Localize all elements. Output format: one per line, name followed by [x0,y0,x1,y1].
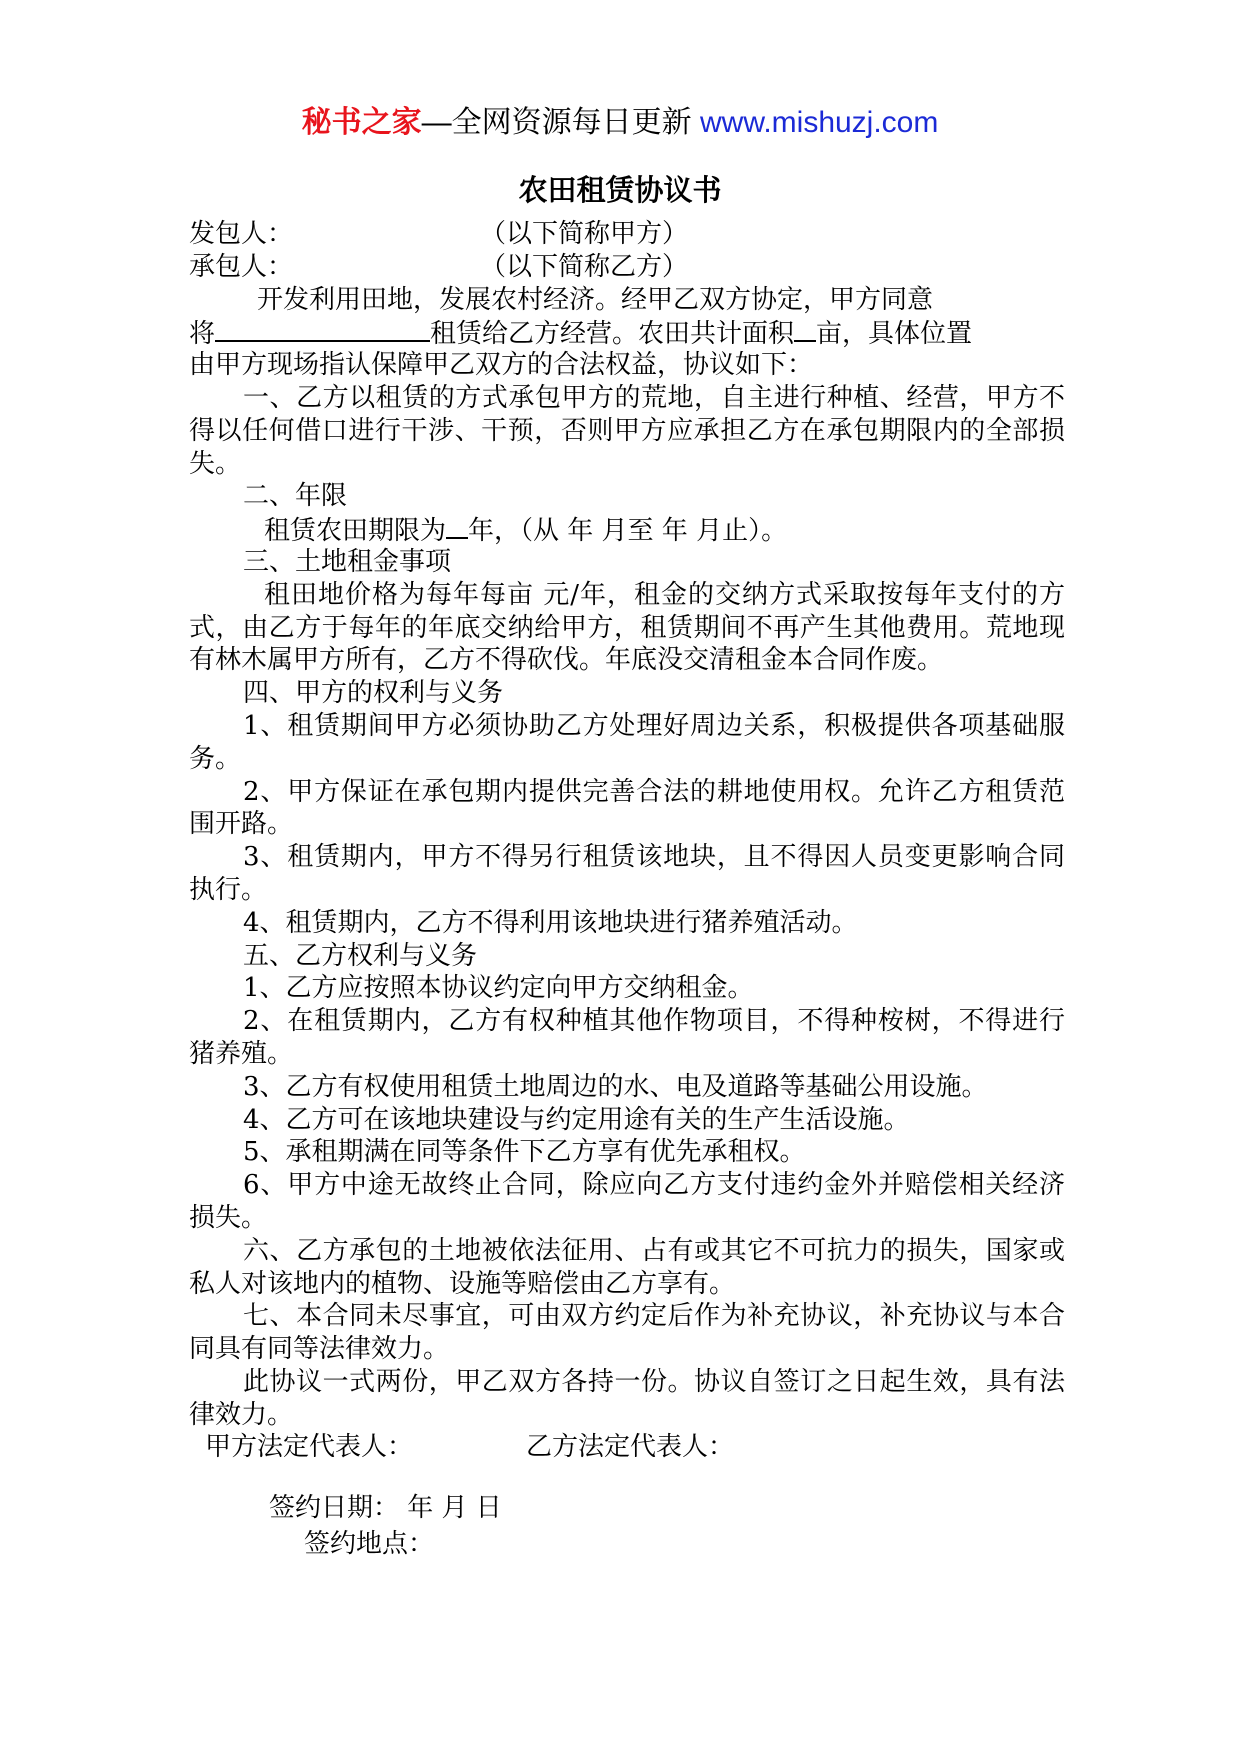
document-title: 农田租赁协议书 [518,173,722,207]
clause-5-item: 5、承租期满在同等条件下乙方享有优先承租权。 [243,1137,806,1168]
clause-1: 一、乙方以租赁的方式承包甲方的荒地，自主进行种植、经营，甲方不得以任何借口进行干涉、干预，否则甲方应承担乙方在承包期限内的全部损失。 [189,382,1065,479]
document-body [189,218,1065,1561]
intro-line-2-middle: 租赁给乙方经营。农田共计面积 [430,319,795,350]
lease-years-blank [446,513,468,539]
clause-4-title: 四、甲方的权利与义务 [243,678,504,709]
closing-statement: 此协议一式两份，甲乙双方各持一份。协议自签订之日起生效，具有法律效力。 [189,1366,1065,1430]
banner-brand: 秘书之家 [301,106,422,139]
lease-term-text: 租赁农田期限为 [264,516,447,547]
clause-6: 六、乙方承包的土地被依法征用、占有或其它不可抗力的损失，国家或私人对该地内的植物、设施等赔偿由乙方享有。 [189,1235,1065,1299]
clause-7: 七、本合同未尽事宜，可由双方约定后作为补充协议，补充协议与本合同具有同等法律效力。 [189,1301,1065,1365]
land-location-blank [215,316,430,342]
party-b-note: （以下简称乙方） [480,251,689,282]
site-banner [0,100,1240,146]
clause-3-body: 租田地价格为每年每亩 元/年，租金的交纳方式采取按每年支付的方式，由乙方于每年的年底交纳给甲方，租赁期间不再产生其他费用。荒地现有林木属甲方所有，乙方不得砍伐。年底没交清租金本合同作废。 [189,579,1065,676]
banner-tagline: —全网资源每日更新 [421,106,700,139]
party-a-label: 发包人： [189,219,294,249]
intro-line-2 [189,316,1065,349]
party-b-label: 承包人： [189,251,294,282]
intro-line-2-start: 将 [189,319,216,350]
party-a-line [189,218,1065,251]
clause-2-body [189,513,1065,546]
clause-2-title: 二、年限 [243,481,348,512]
banner-site-url[interactable]: www.mishuzj.com [699,106,939,139]
party-b-line [189,251,1065,284]
signing-date: 签约日期： 年 月 日 [269,1493,502,1524]
lease-term-dates: 年，（从 年 月至 年 月止）。 [468,516,788,547]
clause-5-item: 1、乙方应按照本协议约定向甲方交纳租金。 [243,973,754,1004]
intro-line-1: 开发利用田地，发展农村经济。经甲乙双方协定，甲方同意 [257,284,934,315]
clause-3-title: 三、土地租金事项 [243,546,452,577]
party-a-signature-label: 甲方法定代表人： [205,1432,414,1463]
clause-5-item: 3、乙方有权使用租赁土地周边的水、电及道路等基础公用设施。 [243,1071,988,1102]
intro-line-3: 由甲方现场指认保障甲乙双方的合法权益，协议如下： [189,350,814,381]
land-area-blank [794,316,816,342]
clause-4-item: 4、租赁期内，乙方不得利用该地块进行猪养殖活动。 [243,907,858,938]
party-a-note: （以下简称甲方） [480,219,689,249]
clause-5-item: 2、在租赁期内，乙方有权种植其他作物项目，不得种桉树，不得进行猪养殖。 [189,1006,1065,1069]
party-b-signature-label: 乙方法定代表人： [526,1432,735,1463]
intro-line-2-end: 亩，具体位置 [816,319,973,350]
clause-4-item: 1、租赁期间甲方必须协助乙方处理好周边关系，积极提供各项基础服务。 [189,710,1065,774]
clause-4-item: 2、甲方保证在承包期内提供完善合法的耕地使用权。允许乙方租赁范围开路。 [189,776,1065,840]
signing-place: 签约地点： [304,1529,435,1560]
signature-row [189,1431,1065,1464]
clause-5-item: 4、乙方可在该地块建设与约定用途有关的生产生活设施。 [243,1104,910,1135]
clause-5-title: 五、乙方权利与义务 [243,940,478,971]
clause-4-item: 3、租赁期内，甲方不得另行租赁该地块，且不得因人员变更影响合同执行。 [189,842,1065,905]
clause-5-item: 6、甲方中途无故终止合同，除应向乙方支付违约金外并赔偿相关经济损失。 [189,1170,1065,1233]
